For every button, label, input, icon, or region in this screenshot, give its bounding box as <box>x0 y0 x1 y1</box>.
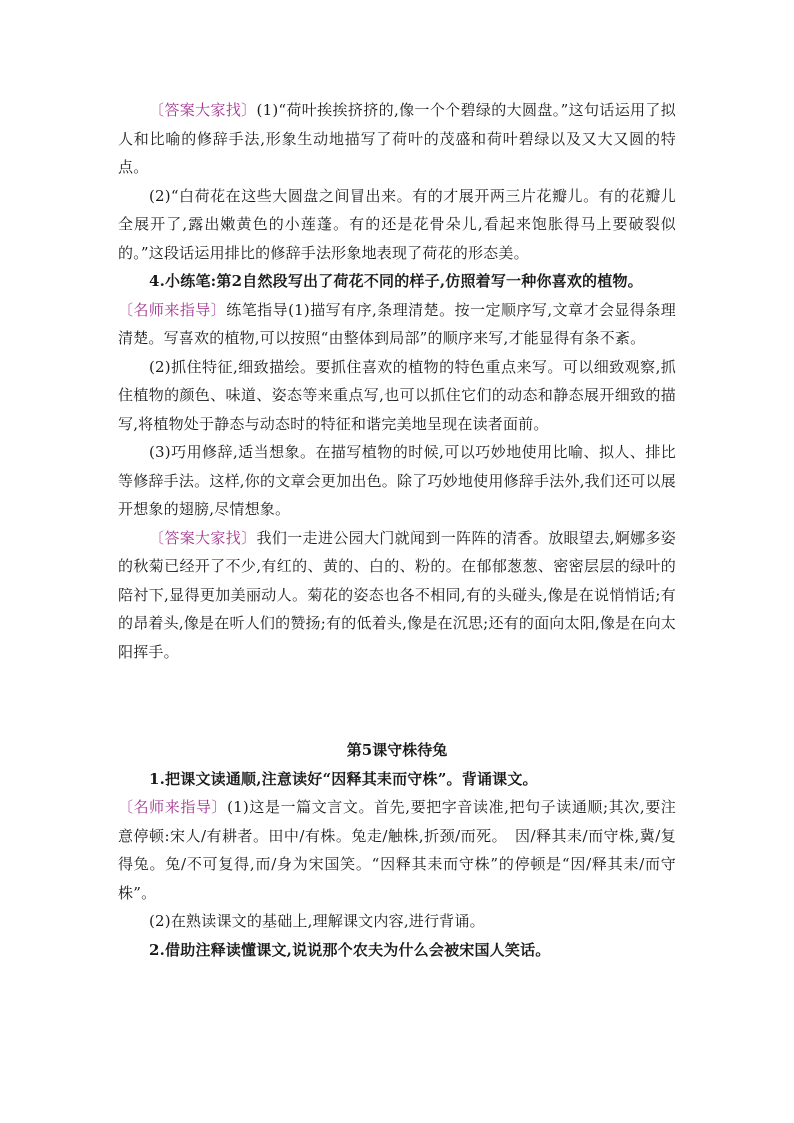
paragraph-text: 练笔指导(1)描写有序,条理清楚。按一定顺序写,文章才会显得条理清楚。写喜欢的植物,可以按照“由整体到局部”的顺序来写,才能显得有条不紊。 <box>118 300 676 347</box>
document-page <box>118 96 676 964</box>
paragraph-text: (1)这是一篇文言文。首先,要把字音读准,把句子读通顺;其次,要注意停顿:宋人/有耕者。田中/有株。兔走/触株,折颈/而死。 因/释其耒/而守株,冀/复得兔。兔/不可复得,而/身为宋国笑。“因释其耒而守株”的停顿是“因/释其耒/而守株”。 <box>118 798 676 902</box>
paragraph-text: 我们一走进公园大门就闻到一阵阵的清香。放眼望去,婀娜多姿的秋菊已经开了不少,有红的、黄的、白的、粉的。在郁郁葱葱、密密层层的绿叶的陪衬下,显得更加美丽动人。菊花的姿态也各不相同,有的头碰头,像是在说悄悄话;有的昂着头,像是在听人们的赞扬;有的低着头,像是在沉思;还有的面向太阳,像是在向太阳挥手。 <box>118 528 676 661</box>
guidance-paragraph-4 <box>118 793 676 907</box>
guidance-paragraph-2 <box>118 353 676 439</box>
question-1 <box>118 765 676 794</box>
paragraph-text: (3)巧用修辞,适当想象。在描写植物的时候,可以巧妙地使用比喻、拟人、排比等修辞手法。这样,你的文章会更加出色。除了巧妙地使用修辞手法外,我们还可以展开想象的翅膀,尽情想象。 <box>118 443 676 518</box>
question-text: 2.借助注释读懂课文,说说那个农夫为什么会被宋国人笑话。 <box>149 940 551 959</box>
answer-paragraph-2 <box>118 182 676 268</box>
question-4 <box>118 267 676 296</box>
question-2 <box>118 936 676 965</box>
section-gap <box>118 666 676 736</box>
lesson-title: 第5课守株待兔 <box>346 741 448 759</box>
paragraph-text: (1)“荷叶挨挨挤挤的,像一个个碧绿的大圆盘。”这句话运用了拟人和比喻的修辞手法,形象生动地描写了荷叶的茂盛和荷叶碧绿以及又大又圆的特点。 <box>118 101 676 176</box>
paragraph-text: (2)在熟读课文的基础上,理解课文内容,进行背诵。 <box>149 912 485 930</box>
answer-paragraph-3 <box>118 524 676 667</box>
paragraph-text: (2)“白荷花在这些大圆盘之间冒出来。有的才展开两三片花瓣儿。有的花瓣儿全展开了,露出嫩黄色的小莲蓬。有的还是花骨朵儿,看起来饱胀得马上要破裂似的。”这段话运用排比的修辞手法形象地表现了荷花的形态美。 <box>118 186 676 262</box>
question-text: 1.把课文读通顺,注意读好“因释其耒而守株”。背诵课文。 <box>149 769 538 788</box>
guidance-paragraph-1 <box>118 296 676 353</box>
guidance-tag: 〔名师来指导〕 <box>118 798 228 816</box>
answer-tag: 〔答案大家找〕 <box>149 101 257 119</box>
guidance-paragraph-3 <box>118 438 676 524</box>
answer-tag: 〔答案大家找〕 <box>149 528 257 547</box>
question-text: 4.小练笔:第2自然段写出了荷花不同的样子,仿照着写一种你喜欢的植物。 <box>149 272 643 290</box>
paragraph-text: (2)抓住特征,细致描绘。要抓住喜欢的植物的特色重点来写。可以细致观察,抓住植物的颜色、味道、姿态等来重点写,也可以抓住它们的动态和静态展开细致的描写,将植物处于静态与动态时的特征和谐完美地呈现在读者面前。 <box>118 357 676 433</box>
answer-paragraph-1 <box>118 96 676 182</box>
guidance-paragraph-5 <box>118 907 676 936</box>
guidance-tag: 〔名师来指导〕 <box>118 300 227 319</box>
